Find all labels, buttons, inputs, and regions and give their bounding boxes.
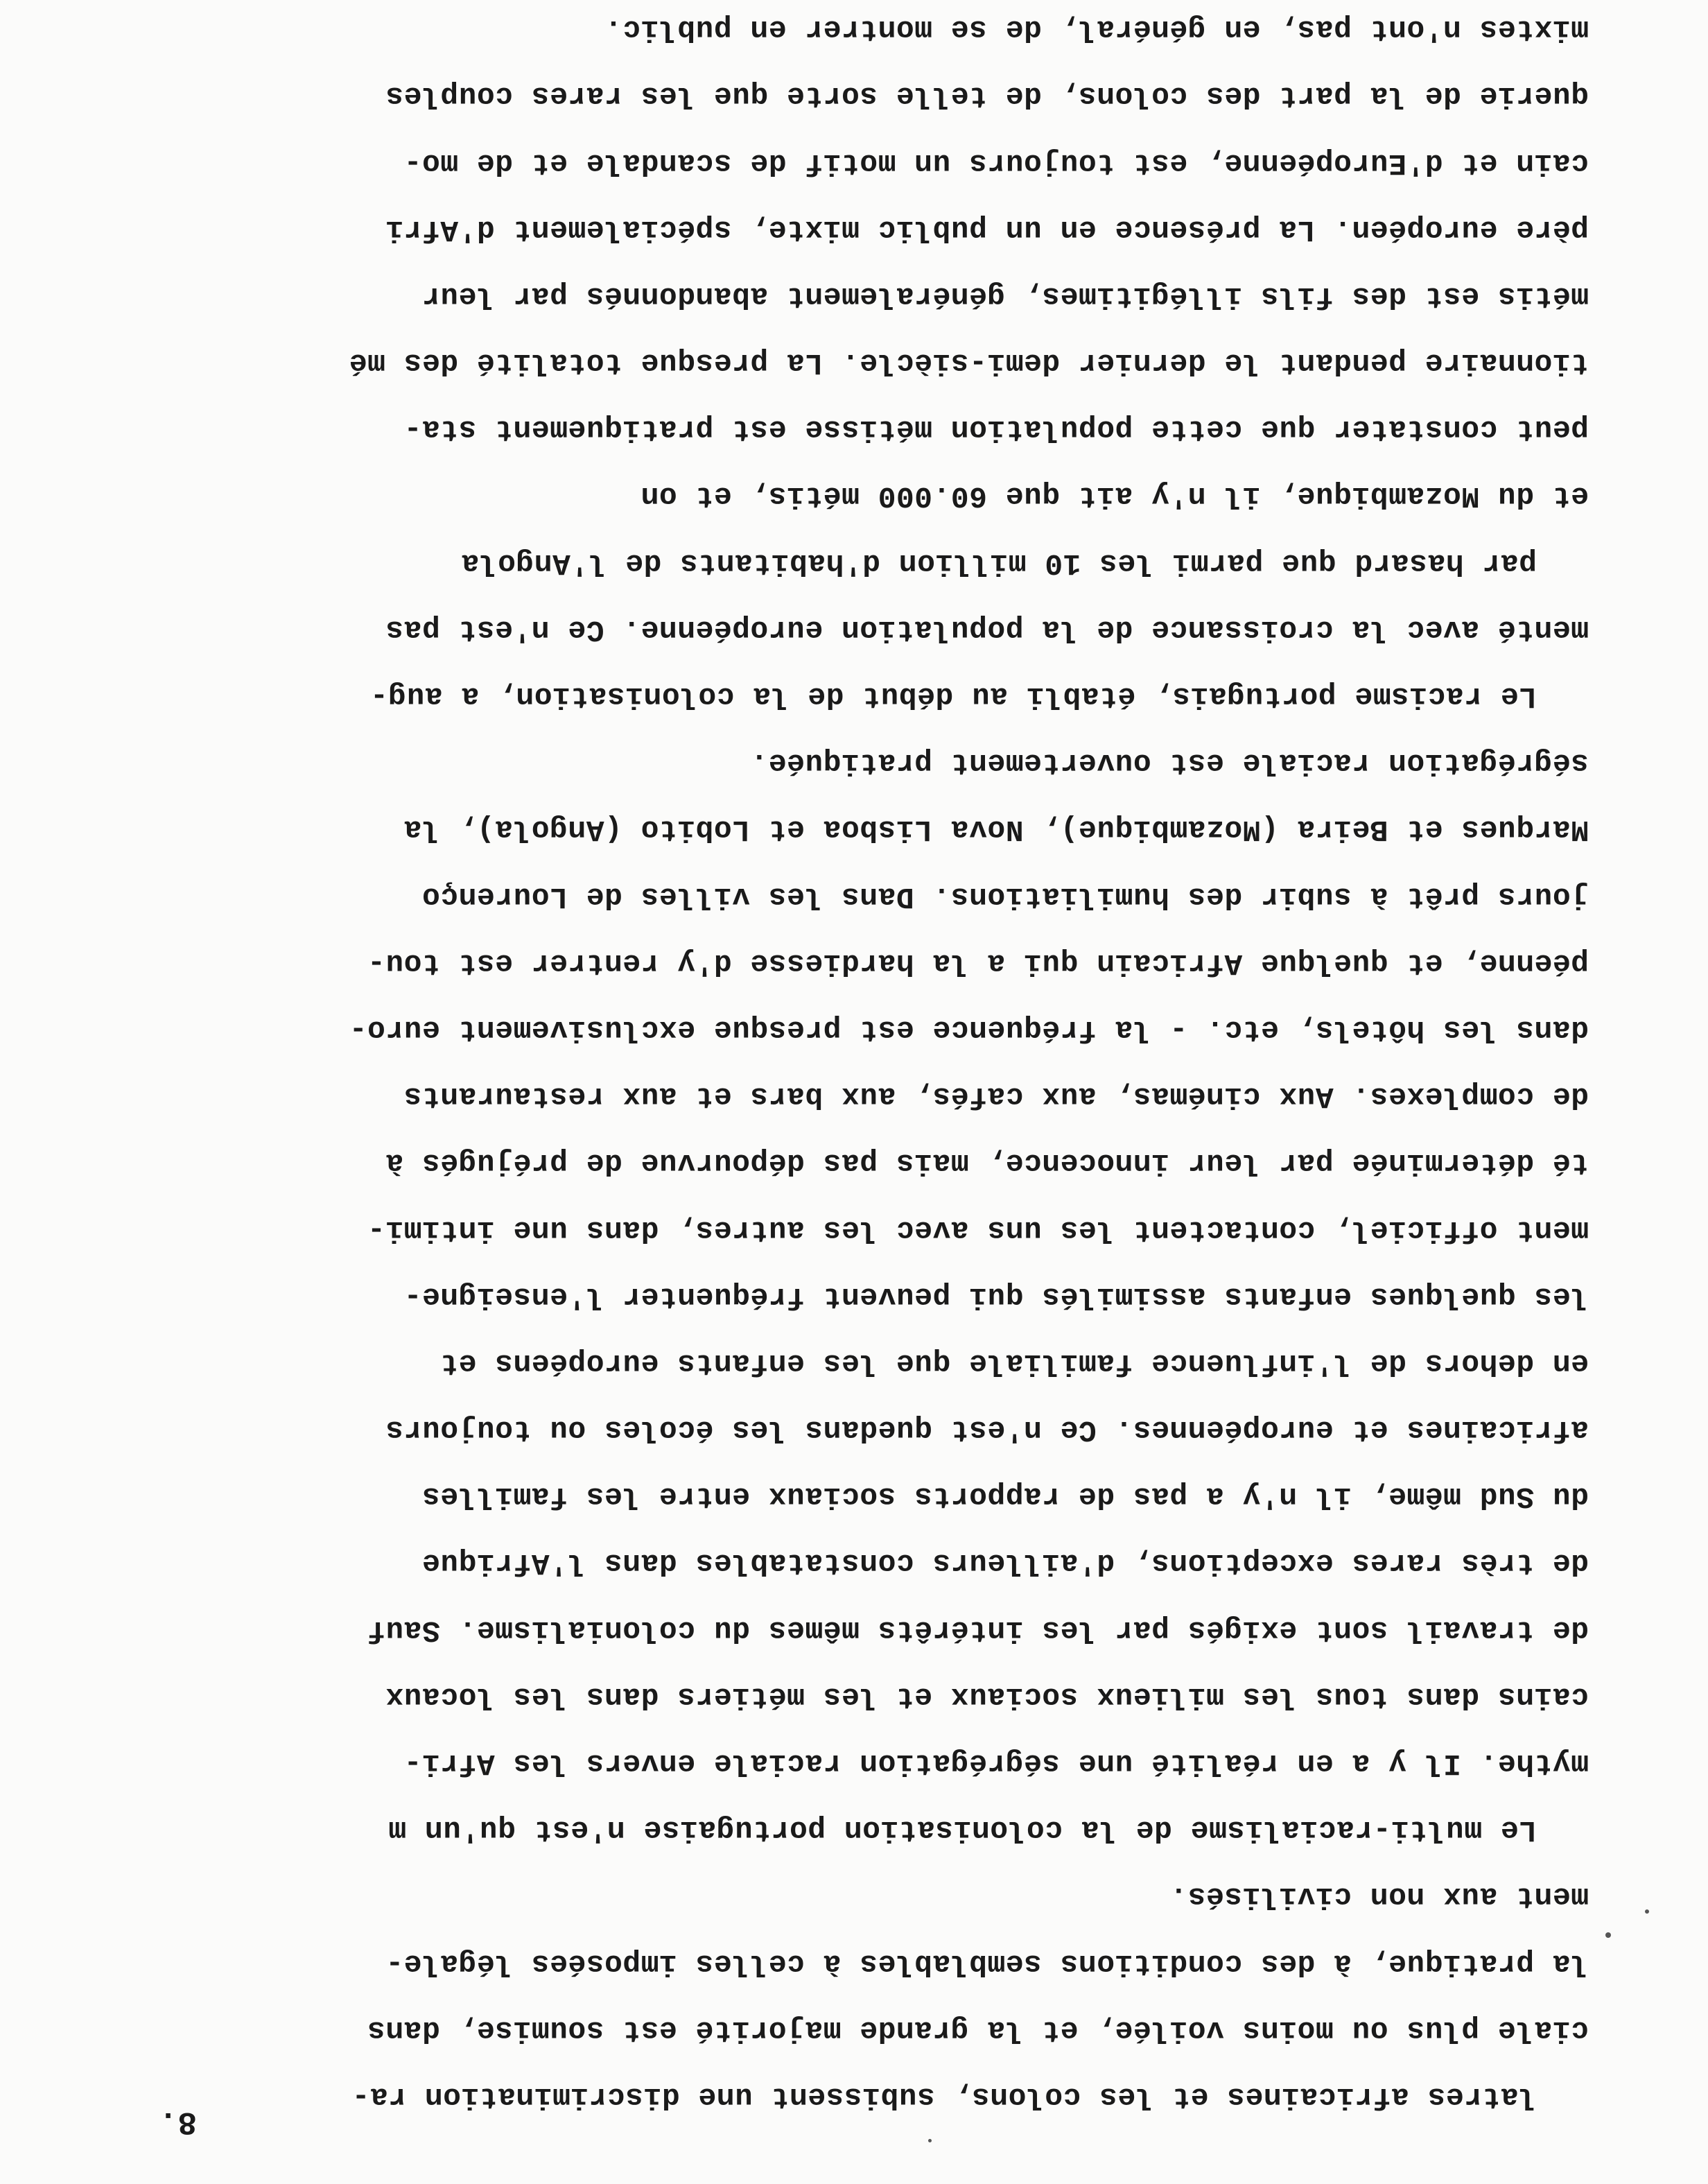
text-line: tionnaire pendant le dernier demi-siècle. La presque totalité des mé	[349, 346, 1589, 381]
text-line: cains dans tous les milieux sociaux et les métiers dans les locaux	[385, 1679, 1589, 1714]
page-number: 8.	[158, 2104, 197, 2140]
scan-speck	[1645, 1909, 1649, 1914]
text-line: ment officiel, contactent les uns avec les autres, dans une intimi-	[367, 1213, 1589, 1247]
text-line: de très rares exceptions, d'ailleurs constatables dans l'Afrique	[421, 1546, 1589, 1581]
text-line: cain et d'Européenne, est toujours un motif de scandale et de mo-	[403, 146, 1589, 180]
scan-speck	[928, 2139, 932, 2142]
text-line: ment aux non civilisés.	[1169, 1880, 1589, 1914]
text-line: jours prêt à subir des humiliations. Dans les villes de Lourenço	[421, 879, 1589, 914]
text-line: querie de la part des colons, de telle sorte que les rares couples	[385, 79, 1589, 114]
text-line: latres africaines et les colons, subissent une discrimination ra-	[351, 2080, 1537, 2114]
text-line: ségrégation raciale est ouvertement pratiquée.	[750, 746, 1589, 781]
text-line: africaines et européennes. Ce n'est quedans les écoles ou toujours	[385, 1413, 1589, 1448]
text-line: péenne, et quelque Africain qui a la hardiesse d'y rentrer est tou-	[367, 946, 1589, 980]
text-line: mythe. Il y a en réalité une ségrégation raciale envers les Afri-	[403, 1747, 1589, 1781]
text-line: la pratique, à des conditions semblables à celles imposées légale-	[385, 1946, 1589, 1981]
text-line: Le multi-racialisme de la colonisation portugaise n'est qu'un m	[387, 1813, 1537, 1848]
text-line: ciale plus ou moins voilée, et la grande majorité est soumise, dans	[367, 2013, 1589, 2047]
text-line: métis est des fils illégitimes, généralement abandonnés par leur	[421, 279, 1589, 313]
scan-speck	[1605, 1932, 1611, 1938]
text-line: té déterminée par leur innocence, mais pas dépourvue de préjugés à	[385, 1146, 1589, 1181]
text-line: Le racisme portugais, établi au début de la colonisation, a aug-	[369, 679, 1537, 714]
text-line: Marques et Beira (Mozambique), Nova Lisboa et Lobito (Angola), la	[403, 813, 1589, 847]
text-line: de complexes. Aux cinémas, aux cafés, aux bars et aux restaurants	[403, 1080, 1589, 1114]
text-line: du Sud même, il n'y a pas de rapports sociaux entre les familles	[421, 1480, 1589, 1514]
text-line: mixtes n'ont pas, en général, de se montrer en public.	[604, 12, 1589, 47]
text-line: menté avec la croissance de la population européenne. Ce n'est pas	[385, 612, 1589, 647]
text-line: de travail sont exigés par les intérêts mêmes du colonialisme. Sauf	[367, 1613, 1589, 1647]
text-line: les quelques enfants assimilés qui peuvent fréquenter l'enseigne-	[403, 1279, 1589, 1314]
text-line: père européen. La présence en un public mixte, spécialement d'Afri	[385, 212, 1589, 247]
text-line: peut constater que cette population métisse est pratiquement sta-	[403, 413, 1589, 447]
text-line: et du Mozambique, il n'y ait que 60.000 métis, et on	[640, 479, 1589, 514]
text-line: en dehors de l'influence familiale que les enfants européens et	[439, 1346, 1589, 1380]
text-line: par hasard que parmi les 10 million d'habitants de l'Angola	[461, 546, 1537, 580]
body-text	[126, 0, 1589, 2130]
text-line: dans les hôtels, etc. - la fréquence est presque exclusivement euro-	[349, 1013, 1589, 1047]
